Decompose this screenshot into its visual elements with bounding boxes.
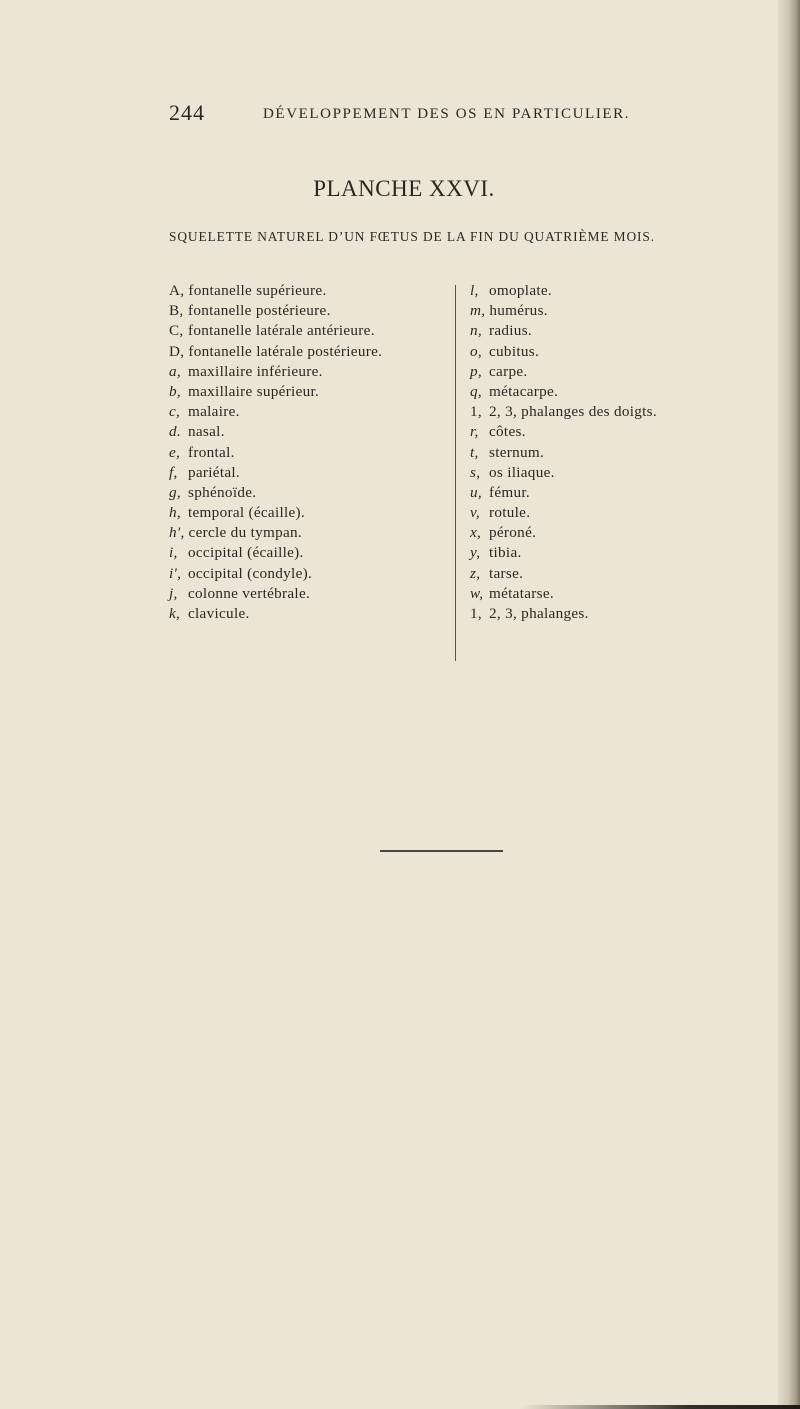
legend-text: fontanelle supérieure. (188, 282, 327, 299)
legend-key: r, (470, 423, 479, 441)
legend-text: cercle du tympan. (188, 524, 303, 542)
legend-text: pariétal. (188, 463, 241, 481)
legend-key: i', (169, 564, 182, 582)
legend-text: occipital (condyle). (188, 564, 313, 582)
legend-key: l, (470, 282, 479, 299)
legend-entry (470, 402, 657, 422)
legend-text: métatarse. (489, 584, 554, 602)
legend-key: s, (470, 463, 481, 481)
legend-entry (470, 321, 657, 341)
legend-entry (169, 321, 382, 341)
legend-text: fémur. (489, 483, 531, 501)
legend-entry (169, 604, 382, 624)
plate-subtitle: SQUELETTE NATUREL D’UN FŒTUS DE LA FIN DU QUATRIÈME MOIS. (169, 229, 655, 244)
legend-entry (470, 564, 657, 584)
legend-entry (169, 301, 382, 321)
legend-text: occipital (écaille). (188, 544, 304, 562)
legend-entry (470, 463, 657, 483)
legend-text: maxillaire supérieur. (188, 382, 320, 400)
legend-key: p, (470, 362, 482, 380)
legend-key: A, (169, 282, 185, 299)
legend-key: a, (169, 362, 181, 380)
legend-text: côtes. (489, 423, 526, 441)
legend-key: c, (169, 403, 181, 421)
legend-key: f, (169, 463, 178, 481)
legend-text: fontanelle latérale antérieure. (188, 322, 375, 340)
legend-entry (169, 503, 382, 523)
end-rule (380, 850, 503, 852)
legend-key: m, (470, 302, 486, 320)
legend-text: sternum. (489, 443, 545, 461)
legend-text: frontal. (188, 443, 235, 461)
legend-text: carpe. (489, 362, 528, 380)
legend-entry (169, 564, 382, 584)
legend-entry (470, 362, 657, 382)
legend-text: nasal. (188, 423, 225, 441)
legend-key: 1, (470, 403, 482, 421)
legend-text: maxillaire inférieure. (188, 362, 323, 380)
legend-key: e, (169, 443, 181, 461)
legend-key: v, (470, 504, 481, 522)
legend-text: métacarpe. (489, 382, 559, 400)
legend-key: z, (470, 564, 481, 582)
legend-key: n, (470, 322, 482, 340)
legend-entry (470, 543, 657, 563)
legend-key: g, (169, 483, 181, 501)
legend-entry (470, 281, 657, 301)
legend-key: h', (169, 524, 185, 542)
legend-text: omoplate. (489, 282, 553, 299)
legend-entry (470, 422, 657, 442)
legend-entry (169, 523, 382, 543)
legend-key: D, (169, 342, 185, 360)
legend-text: os iliaque. (489, 463, 555, 481)
legend-key: d. (169, 423, 181, 441)
legend-entry (169, 543, 382, 563)
legend-entry (169, 402, 382, 422)
legend-entry (169, 584, 382, 604)
legend-text: tibia. (489, 544, 522, 562)
legend-entry (169, 422, 382, 442)
legend-text: sphénoïde. (188, 483, 257, 501)
legend-key: t, (470, 443, 479, 461)
page-edge-shadow (778, 0, 800, 1409)
legend-column-right (470, 281, 657, 624)
legend-text: 2, 3, phalanges des doigts. (489, 403, 657, 421)
legend-entry (470, 382, 657, 402)
legend-key: w, (470, 584, 484, 602)
legend-entry (470, 503, 657, 523)
legend-entry (470, 342, 657, 362)
legend-text: colonne vertébrale. (188, 584, 311, 602)
legend-key: i, (169, 544, 178, 562)
legend-key: j, (169, 584, 178, 602)
legend-key: u, (470, 483, 482, 501)
column-divider (455, 285, 456, 661)
legend-text: fontanelle latérale postérieure. (188, 342, 383, 360)
legend-text: temporal (écaille). (188, 504, 306, 522)
legend-text: humérus. (489, 302, 548, 320)
legend-text: clavicule. (188, 605, 250, 622)
legend-text: rotule. (489, 504, 531, 522)
legend-entry (169, 281, 382, 301)
legend-key: y, (470, 544, 481, 562)
plate-title: PLANCHE XXVI. (313, 176, 495, 201)
legend-entry (169, 362, 382, 382)
legend-text: malaire. (188, 403, 240, 421)
legend-entry (169, 382, 382, 402)
legend-text: tarse. (489, 564, 524, 582)
legend-entry (470, 301, 657, 321)
legend-text: cubitus. (489, 342, 540, 360)
legend-column-left (169, 281, 382, 624)
legend-key: 1, (470, 605, 482, 622)
legend-key: b, (169, 382, 181, 400)
legend-key: C, (169, 322, 184, 340)
legend-entry (169, 483, 382, 503)
running-title: DÉVELOPPEMENT DES OS EN PARTICULIER. (263, 106, 631, 122)
legend-key: k, (169, 605, 181, 622)
legend-entry (169, 342, 382, 362)
legend-text: fontanelle postérieure. (188, 302, 331, 320)
running-head (0, 100, 800, 130)
legend-entry (169, 443, 382, 463)
legend-key: B, (169, 302, 184, 320)
legend-text: radius. (489, 322, 533, 340)
legend-entry (470, 483, 657, 503)
page-number: 244 (169, 100, 205, 125)
legend-key: x, (470, 524, 482, 542)
legend-entry (470, 584, 657, 604)
legend-entry (470, 604, 657, 624)
legend-entry (470, 443, 657, 463)
legend-key: h, (169, 504, 181, 522)
legend-key: o, (470, 342, 482, 360)
bottom-edge-shadow (520, 1405, 800, 1409)
legend-key: q, (470, 382, 482, 400)
legend-text: péroné. (489, 524, 537, 542)
legend-text: 2, 3, phalanges. (489, 605, 589, 622)
legend-entry (169, 463, 382, 483)
legend-entry (470, 523, 657, 543)
